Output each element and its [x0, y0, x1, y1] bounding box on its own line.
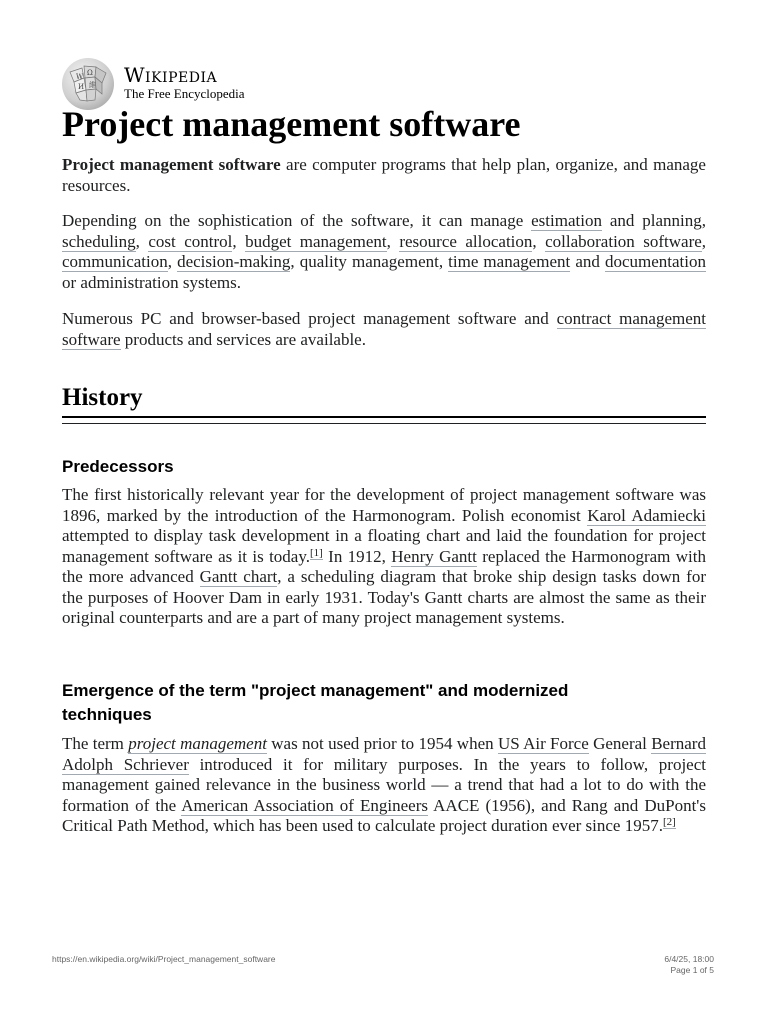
link-resource-allocation[interactable]: resource allocation: [399, 231, 533, 251]
link-karol-adamiecki[interactable]: Karol Adamiecki: [587, 505, 706, 525]
link-gantt-chart[interactable]: Gantt chart: [199, 567, 278, 586]
intro-paragraph: [62, 155, 706, 196]
link-budget-management[interactable]: budget management: [245, 231, 387, 251]
text: introduced it for military purposes. In the years to follow, project management gained relevance in the business world — a trend that had a lot to do with the formation of the: [62, 754, 706, 815]
section-divider: [62, 423, 706, 424]
section-divider: [62, 416, 706, 418]
wikipedia-tagline: The Free Encyclopedia: [124, 86, 245, 101]
link-contract-management-software[interactable]: contract management software: [62, 309, 706, 349]
subsection-heading-predecessors: Predecessors: [62, 457, 174, 476]
text: In 1912,: [322, 546, 392, 566]
link-henry-gantt[interactable]: Henry Gantt: [391, 546, 477, 566]
page-title: Project management software: [62, 104, 521, 144]
link-time-management[interactable]: time management: [448, 252, 571, 271]
link-american-association-of-engineers[interactable]: American Association of Engineers: [181, 795, 428, 815]
link-communication[interactable]: communication: [62, 252, 168, 271]
text: Numerous PC and browser-based project management software and: [62, 309, 557, 328]
text: The term: [62, 734, 129, 753]
text: ,: [701, 231, 707, 251]
text: ,: [232, 231, 246, 251]
text: General: [588, 734, 652, 753]
features-paragraph: [62, 211, 706, 293]
link-scheduling[interactable]: scheduling: [62, 231, 136, 251]
emergence-paragraph: [62, 734, 706, 837]
subsection-heading-emergence: Emergence of the term "project management" and modernized techniques: [62, 681, 569, 724]
text: ,: [135, 231, 149, 251]
text: AACE (1956), and Rang and DuPont's Critical Path Method, which has been used to calculate project duration ever since 1957.: [62, 795, 706, 835]
text: ,: [167, 252, 178, 271]
link-decision-making[interactable]: decision-making: [177, 252, 291, 271]
text: or administration systems.: [62, 272, 241, 292]
text: attempted to display task development in a floating chart and laid the foundation for project management software as it is today.: [62, 526, 706, 566]
text: The first historically relevant year for the development of project management software was 1896, marked by the introduction of the Harmonogram. Polish economist: [62, 485, 706, 525]
text: , quality management,: [290, 252, 449, 271]
text: and: [570, 252, 605, 271]
text: ,: [532, 231, 546, 251]
svg-text:維: 維: [89, 81, 96, 89]
text: and planning,: [601, 211, 707, 230]
link-estimation[interactable]: estimation: [531, 211, 602, 230]
wikipedia-wordmark: Wikipedia: [124, 63, 218, 87]
link-documentation[interactable]: documentation: [604, 252, 706, 271]
software-availability-paragraph: [62, 309, 706, 350]
text: Depending on the sophistication of the software, it can manage: [62, 211, 532, 230]
citation-ref-1[interactable]: [1]: [309, 546, 323, 559]
wikipedia-header[interactable]: [62, 58, 362, 108]
section-heading-history: History: [62, 384, 143, 411]
link-project-management[interactable]: project management: [128, 734, 267, 753]
intro-bold-term: Project management software: [62, 155, 281, 174]
predecessors-paragraph: [62, 485, 706, 629]
footer-date: 6/4/25, 18:00: [664, 954, 714, 964]
text: , a scheduling diagram that broke ship design tasks down for the purposes of Hoover Dam in early 1931. Today's Gantt charts are almost the same as their original counterparts and are a part of many project management systems.: [62, 567, 706, 627]
svg-text:И: И: [78, 83, 85, 91]
link-cost-control[interactable]: cost control: [148, 231, 233, 251]
svg-text:W: W: [76, 73, 84, 81]
svg-text:Ω: Ω: [87, 69, 93, 77]
citation-ref-2[interactable]: [2]: [662, 816, 676, 828]
text: products and services are available.: [120, 329, 366, 349]
text: was not used prior to 1954 when: [266, 734, 498, 753]
link-us-air-force[interactable]: US Air Force: [497, 734, 589, 753]
footer-url: https://en.wikipedia.org/wiki/Project_management_software: [52, 954, 276, 964]
link-bernard-adolph-schriever[interactable]: Bernard Adolph Schriever: [62, 734, 706, 774]
intro-text: are computer programs that help plan, organize, and manage resources.: [62, 155, 706, 195]
text: ,: [386, 231, 400, 251]
footer-page-number: Page 1 of 5: [670, 965, 714, 975]
link-collaboration-software[interactable]: collaboration software: [545, 231, 702, 251]
text: replaced the Harmonogram with the more advanced: [62, 546, 706, 586]
